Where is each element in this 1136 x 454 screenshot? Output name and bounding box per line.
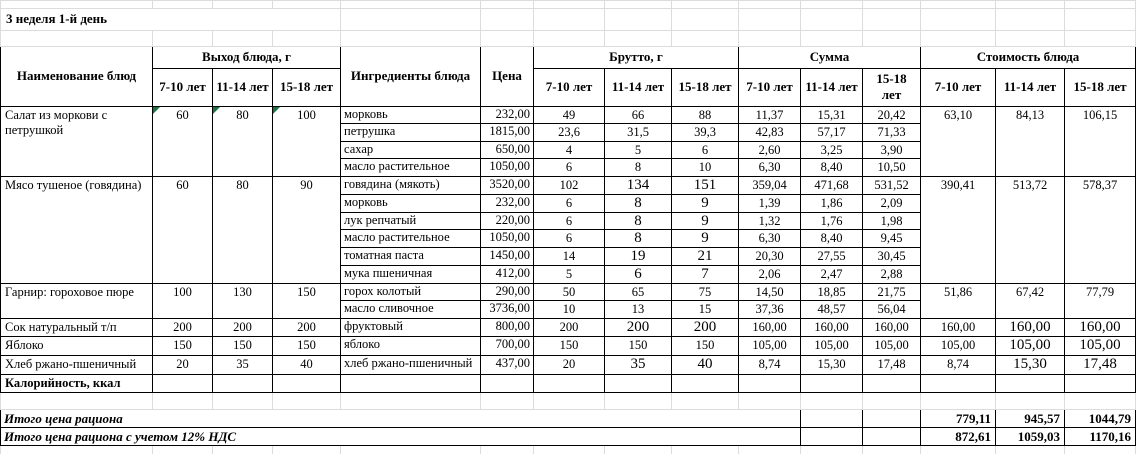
- cell-brutto[interactable]: 9: [672, 212, 739, 230]
- cell-brutto[interactable]: 7: [672, 265, 739, 283]
- header-age-col: 15-18 лет: [273, 69, 341, 107]
- cell-yield[interactable]: [273, 374, 341, 393]
- grid-cell: [739, 9, 801, 31]
- cell-sum[interactable]: 56,04: [863, 301, 921, 319]
- cell-brutto[interactable]: 6: [534, 159, 605, 177]
- grid-cell: [672, 31, 739, 47]
- cell-yield[interactable]: 60: [153, 177, 213, 284]
- formula-warning-triangle-icon: [153, 107, 160, 114]
- cell-cost[interactable]: [1065, 374, 1136, 393]
- grid-cell: [863, 1, 921, 9]
- grid-cell: [672, 9, 739, 31]
- cell-yield[interactable]: 130: [213, 283, 273, 318]
- cell-brutto[interactable]: [534, 374, 605, 393]
- cell-dish-name[interactable]: Хлеб ржано-пшеничный: [1, 356, 153, 375]
- grid-cell: [153, 1, 213, 9]
- cell-sum[interactable]: 11,37: [739, 106, 801, 124]
- cell-sum[interactable]: 1,76: [801, 212, 863, 230]
- cell-brutto[interactable]: 8: [605, 212, 672, 230]
- cell-sum[interactable]: 8,40: [801, 159, 863, 177]
- cell-price[interactable]: [481, 374, 534, 393]
- cell-ingredient[interactable]: сахар: [341, 141, 481, 159]
- cell-cost[interactable]: 17,48: [1065, 356, 1136, 375]
- cell-sum[interactable]: 14,50: [739, 283, 801, 301]
- grid-cell: [801, 9, 863, 31]
- grid-cell: [921, 9, 996, 31]
- header-age-col: 11-14 лет: [605, 69, 672, 107]
- cell-yield[interactable]: 100: [153, 283, 213, 318]
- grid-cell: [1, 446, 153, 454]
- cell-sum[interactable]: 37,36: [739, 301, 801, 319]
- grid-cell: [481, 31, 534, 47]
- grid-cell: [605, 31, 672, 47]
- total-empty-cell[interactable]: [863, 410, 921, 428]
- cell-brutto[interactable]: [672, 374, 739, 393]
- grid-cell: [672, 446, 739, 454]
- cell-brutto[interactable]: 13: [605, 301, 672, 319]
- cell-yield[interactable]: 200: [213, 318, 273, 337]
- grid-cell: [481, 9, 534, 31]
- cell-price[interactable]: 1050,00: [481, 230, 534, 248]
- cell-cost[interactable]: 63,10: [921, 106, 996, 177]
- cell-sum[interactable]: 71,33: [863, 124, 921, 142]
- grid-cell: [273, 446, 341, 454]
- cell-brutto[interactable]: 88: [672, 106, 739, 124]
- cell-cost[interactable]: 390,41: [921, 177, 996, 284]
- cell-price[interactable]: 220,00: [481, 212, 534, 230]
- cell-ingredient[interactable]: морковь: [341, 106, 481, 124]
- grid-cell: [341, 446, 481, 454]
- header-cost-group: Стоимость блюда: [921, 47, 1136, 69]
- total-value[interactable]: 779,11: [921, 410, 996, 428]
- cell-dish-name[interactable]: Яблоко: [1, 337, 153, 356]
- cell-ingredient[interactable]: морковь: [341, 194, 481, 212]
- cell-sum[interactable]: 2,88: [863, 265, 921, 283]
- cell-brutto[interactable]: 8: [605, 194, 672, 212]
- cell-yield[interactable]: 40: [273, 356, 341, 375]
- cell-brutto[interactable]: 39,3: [672, 124, 739, 142]
- cell-yield[interactable]: 200: [273, 318, 341, 337]
- cell-sum[interactable]: 105,00: [801, 337, 863, 356]
- grid-cell: [863, 393, 921, 410]
- cell-sum[interactable]: 160,00: [801, 318, 863, 337]
- cell-brutto[interactable]: 200: [534, 318, 605, 337]
- cell-price[interactable]: 232,00: [481, 194, 534, 212]
- cell-cost[interactable]: 67,42: [996, 283, 1065, 318]
- cell-sum[interactable]: [863, 374, 921, 393]
- cell-yield[interactable]: [153, 374, 213, 393]
- cell-dish-name[interactable]: Гарнир: гороховое пюре: [1, 283, 153, 318]
- grid-cell: [605, 1, 672, 9]
- header-ingredients: Ингредиенты блюда: [341, 47, 481, 107]
- cell-yield[interactable]: 100: [273, 106, 341, 177]
- cell-ingredient[interactable]: петрушка: [341, 124, 481, 142]
- cell-sum[interactable]: 1,86: [801, 194, 863, 212]
- cell-ingredient[interactable]: хлеб ржано-пшеничный: [341, 356, 481, 375]
- cell-yield[interactable]: 35: [213, 356, 273, 375]
- grid-cell: [273, 393, 341, 410]
- cell-brutto[interactable]: 6: [534, 230, 605, 248]
- grid-cell: [996, 9, 1065, 31]
- cell-price[interactable]: 437,00: [481, 356, 534, 375]
- grid-cell: [153, 446, 213, 454]
- cell-brutto[interactable]: 150: [672, 337, 739, 356]
- cell-sum[interactable]: 15,31: [801, 106, 863, 124]
- cell-brutto[interactable]: 6: [534, 194, 605, 212]
- cell-sum[interactable]: 2,47: [801, 265, 863, 283]
- cell-sum[interactable]: 57,17: [801, 124, 863, 142]
- header-age-col: 7-10 лет: [921, 69, 996, 107]
- grid-cell: [534, 31, 605, 47]
- grid-cell: [921, 393, 996, 410]
- cell-sum[interactable]: [801, 374, 863, 393]
- header-brutto-group: Брутто, г: [534, 47, 739, 69]
- header-age-col: 11-14 лет: [996, 69, 1065, 107]
- cell-ingredient[interactable]: [341, 374, 481, 393]
- cell-sum[interactable]: 48,57: [801, 301, 863, 319]
- grid-cell: [1065, 9, 1136, 31]
- cell-yield[interactable]: 90: [273, 177, 341, 284]
- total-label[interactable]: Итого цена рациона: [1, 410, 801, 428]
- cell-sum[interactable]: 3,25: [801, 141, 863, 159]
- grid-cell: [605, 393, 672, 410]
- cell-brutto[interactable]: 15: [672, 301, 739, 319]
- cell-sum[interactable]: 15,30: [801, 356, 863, 375]
- cell-sum[interactable]: 2,09: [863, 194, 921, 212]
- cell-brutto[interactable]: 40: [672, 356, 739, 375]
- grid-cell: [1, 393, 153, 410]
- cell-cost[interactable]: 160,00: [1065, 318, 1136, 337]
- cell-cost[interactable]: [996, 374, 1065, 393]
- header-age-col: 15-18 лет: [672, 69, 739, 107]
- grid-cell: [1, 31, 153, 47]
- cell-sum[interactable]: 20,42: [863, 106, 921, 124]
- total-empty-cell[interactable]: [801, 428, 863, 446]
- cell-sum[interactable]: 8,40: [801, 230, 863, 248]
- grid-cell: [213, 1, 273, 9]
- cell-sum[interactable]: 105,00: [863, 337, 921, 356]
- cell-ingredient[interactable]: яблоко: [341, 337, 481, 356]
- grid-cell: [481, 1, 534, 9]
- cell-sum[interactable]: 3,90: [863, 141, 921, 159]
- cell-sum[interactable]: 6,30: [739, 230, 801, 248]
- cell-brutto[interactable]: 4: [534, 141, 605, 159]
- cell-sum[interactable]: 531,52: [863, 177, 921, 195]
- grid-cell: [739, 31, 801, 47]
- cell-price[interactable]: 650,00: [481, 141, 534, 159]
- formula-warning-triangle-icon: [273, 107, 280, 114]
- cell-ingredient[interactable]: горох колотый: [341, 283, 481, 301]
- grid-cell: [672, 393, 739, 410]
- cell-brutto[interactable]: 31,5: [605, 124, 672, 142]
- cell-brutto[interactable]: 151: [672, 177, 739, 195]
- cell-brutto[interactable]: 10: [534, 301, 605, 319]
- grid-cell: [996, 393, 1065, 410]
- cell-price[interactable]: 800,00: [481, 318, 534, 337]
- cell-brutto[interactable]: 9: [672, 230, 739, 248]
- cell-brutto[interactable]: 5: [605, 141, 672, 159]
- cell-brutto[interactable]: 21: [672, 248, 739, 266]
- cell-sum[interactable]: 1,39: [739, 194, 801, 212]
- cell-yield[interactable]: 150: [273, 283, 341, 318]
- cell-cost[interactable]: 84,13: [996, 106, 1065, 177]
- cell-dish-name[interactable]: Салат из моркови с петрушкой: [1, 106, 153, 177]
- cell-sum[interactable]: 160,00: [863, 318, 921, 337]
- cell-yield[interactable]: [213, 374, 273, 393]
- grid-cell: [213, 31, 273, 47]
- cell-cost[interactable]: 8,74: [921, 356, 996, 375]
- cell-yield[interactable]: 200: [153, 318, 213, 337]
- cell-brutto[interactable]: 50: [534, 283, 605, 301]
- cell-sum[interactable]: 471,68: [801, 177, 863, 195]
- total-value[interactable]: 1059,03: [996, 428, 1065, 446]
- cell-dish-name[interactable]: Калорийность, ккал: [1, 374, 153, 393]
- cell-brutto[interactable]: 49: [534, 106, 605, 124]
- cell-price[interactable]: 3736,00: [481, 301, 534, 319]
- grid-cell: [273, 31, 341, 47]
- cell-brutto[interactable]: 150: [534, 337, 605, 356]
- cell-price[interactable]: 1050,00: [481, 159, 534, 177]
- grid-cell: [1065, 446, 1136, 454]
- grid-cell: [996, 31, 1065, 47]
- cell-sum[interactable]: 9,45: [863, 230, 921, 248]
- total-empty-cell[interactable]: [863, 428, 921, 446]
- cell-cost[interactable]: 160,00: [921, 318, 996, 337]
- cell-sum[interactable]: 160,00: [739, 318, 801, 337]
- cell-brutto[interactable]: 6: [534, 212, 605, 230]
- cell-brutto[interactable]: 65: [605, 283, 672, 301]
- cell-cost[interactable]: 578,37: [1065, 177, 1136, 284]
- cell-brutto[interactable]: 6: [672, 141, 739, 159]
- cell-dish-name[interactable]: Мясо тушеное (говядина): [1, 177, 153, 284]
- cell-sum[interactable]: 10,50: [863, 159, 921, 177]
- cell-brutto[interactable]: 9: [672, 194, 739, 212]
- cell-sum[interactable]: 30,45: [863, 248, 921, 266]
- total-value[interactable]: 945,57: [996, 410, 1065, 428]
- cell-sum[interactable]: 359,04: [739, 177, 801, 195]
- header-price: Цена: [481, 47, 534, 107]
- cell-sum[interactable]: 2,60: [739, 141, 801, 159]
- cell-ingredient[interactable]: томатная паста: [341, 248, 481, 266]
- cell-sum[interactable]: 27,55: [801, 248, 863, 266]
- cell-sum[interactable]: [739, 374, 801, 393]
- cell-ingredient[interactable]: масло растительное: [341, 159, 481, 177]
- cell-ingredient[interactable]: фруктовый: [341, 318, 481, 337]
- grid-cell: [672, 1, 739, 9]
- cell-price[interactable]: 700,00: [481, 337, 534, 356]
- grid-cell: [481, 393, 534, 410]
- cell-yield[interactable]: 80: [213, 177, 273, 284]
- grid-cell: [534, 9, 605, 31]
- cell-price[interactable]: 1815,00: [481, 124, 534, 142]
- grid-cell: [863, 9, 921, 31]
- total-label[interactable]: Итого цена рациона с учетом 12% НДС: [1, 428, 801, 446]
- total-value[interactable]: 872,61: [921, 428, 996, 446]
- cell-brutto[interactable]: 20: [534, 356, 605, 375]
- cell-cost[interactable]: 160,00: [996, 318, 1065, 337]
- grid-cell: [801, 393, 863, 410]
- grid-cell: [341, 31, 481, 47]
- grid-cell: [153, 31, 213, 47]
- cell-brutto[interactable]: 5: [534, 265, 605, 283]
- cell-yield[interactable]: 150: [273, 337, 341, 356]
- cell-yield[interactable]: 150: [153, 337, 213, 356]
- cell-sum[interactable]: 6,30: [739, 159, 801, 177]
- cell-dish-name[interactable]: Сок натуральный т/п: [1, 318, 153, 337]
- cell-cost[interactable]: 15,30: [996, 356, 1065, 375]
- cell-ingredient[interactable]: масло сливочное: [341, 301, 481, 319]
- cell-cost[interactable]: [921, 374, 996, 393]
- cell-price[interactable]: 3520,00: [481, 177, 534, 195]
- grid-cell: [605, 446, 672, 454]
- grid-cell: [1065, 31, 1136, 47]
- grid-cell: [921, 31, 996, 47]
- formula-warning-triangle-icon: [213, 107, 220, 114]
- cell-sum[interactable]: 1,32: [739, 212, 801, 230]
- grid-cell: [341, 9, 481, 31]
- cell-ingredient[interactable]: масло растительное: [341, 230, 481, 248]
- header-age-col: 11-14 лет: [801, 69, 863, 107]
- cell-brutto[interactable]: 102: [534, 177, 605, 195]
- cell-sum[interactable]: 17,48: [863, 356, 921, 375]
- header-age-col: 15-18 лет: [863, 69, 921, 107]
- cell-cost[interactable]: 513,72: [996, 177, 1065, 284]
- cell-brutto[interactable]: 35: [605, 356, 672, 375]
- grid-cell: [1065, 1, 1136, 9]
- grid-cell: [213, 446, 273, 454]
- cell-sum[interactable]: 2,06: [739, 265, 801, 283]
- cell-brutto[interactable]: 10: [672, 159, 739, 177]
- cell-yield[interactable]: 150: [213, 337, 273, 356]
- cell-cost[interactable]: 106,15: [1065, 106, 1136, 177]
- cell-ingredient[interactable]: говядина (мякоть): [341, 177, 481, 195]
- cell-sum[interactable]: 105,00: [739, 337, 801, 356]
- cell-brutto[interactable]: 23,6: [534, 124, 605, 142]
- header-yield-group: Выход блюда, г: [153, 47, 341, 69]
- cell-brutto[interactable]: 75: [672, 283, 739, 301]
- grid-cell: [921, 446, 996, 454]
- grid-cell: [273, 1, 341, 9]
- total-value[interactable]: 1044,79: [1065, 410, 1136, 428]
- cell-sum[interactable]: 42,83: [739, 124, 801, 142]
- cell-yield[interactable]: 60: [153, 106, 213, 177]
- grid-cell: [481, 446, 534, 454]
- grid-cell: [801, 446, 863, 454]
- cell-yield[interactable]: 80: [213, 106, 273, 177]
- cell-cost[interactable]: 77,79: [1065, 283, 1136, 318]
- cell-price[interactable]: 232,00: [481, 106, 534, 124]
- cell-sum[interactable]: 8,74: [739, 356, 801, 375]
- cell-brutto[interactable]: 6: [605, 265, 672, 283]
- grid-cell: [1, 1, 153, 9]
- cell-ingredient[interactable]: мука пшеничная: [341, 265, 481, 283]
- cell-cost[interactable]: 105,00: [1065, 337, 1136, 356]
- header-dish-name: Наименование блюд: [1, 47, 153, 107]
- cell-cost[interactable]: 105,00: [996, 337, 1065, 356]
- grid-cell: [153, 393, 213, 410]
- header-age-col: 7-10 лет: [739, 69, 801, 107]
- grid-cell: [863, 31, 921, 47]
- cell-brutto[interactable]: 134: [605, 177, 672, 195]
- grid-cell: [863, 446, 921, 454]
- cell-price[interactable]: 412,00: [481, 265, 534, 283]
- cell-cost[interactable]: 105,00: [921, 337, 996, 356]
- cell-brutto[interactable]: 14: [534, 248, 605, 266]
- grid-cell: [996, 446, 1065, 454]
- cell-brutto[interactable]: [605, 374, 672, 393]
- cell-sum[interactable]: 1,98: [863, 212, 921, 230]
- header-age-col: 7-10 лет: [153, 69, 213, 107]
- cell-cost[interactable]: 51,86: [921, 283, 996, 318]
- cell-sum[interactable]: 20,30: [739, 248, 801, 266]
- grid-cell: [341, 393, 481, 410]
- grid-cell: [534, 1, 605, 9]
- grid-cell: [341, 1, 481, 9]
- grid-cell: [1065, 393, 1136, 410]
- grid-cell: [739, 1, 801, 9]
- total-empty-cell[interactable]: [801, 410, 863, 428]
- cell-brutto[interactable]: 66: [605, 106, 672, 124]
- header-age-col: 15-18 лет: [1065, 69, 1136, 107]
- total-value[interactable]: 1170,16: [1065, 428, 1136, 446]
- cell-price[interactable]: 290,00: [481, 283, 534, 301]
- cell-yield[interactable]: 20: [153, 356, 213, 375]
- cell-brutto[interactable]: 200: [605, 318, 672, 337]
- grid-cell: [213, 393, 273, 410]
- grid-cell: [801, 1, 863, 9]
- sheet-title: 3 неделя 1-й день: [1, 9, 341, 31]
- grid-cell: [739, 446, 801, 454]
- cell-sum[interactable]: 18,85: [801, 283, 863, 301]
- grid-cell: [534, 446, 605, 454]
- header-age-col: 7-10 лет: [534, 69, 605, 107]
- cell-brutto[interactable]: 19: [605, 248, 672, 266]
- cell-sum[interactable]: 21,75: [863, 283, 921, 301]
- cell-brutto[interactable]: 150: [605, 337, 672, 356]
- cell-price[interactable]: 1450,00: [481, 248, 534, 266]
- cell-brutto[interactable]: 8: [605, 230, 672, 248]
- header-age-col: 11-14 лет: [213, 69, 273, 107]
- grid-cell: [921, 1, 996, 9]
- grid-cell: [801, 31, 863, 47]
- cell-brutto[interactable]: 200: [672, 318, 739, 337]
- cell-ingredient[interactable]: лук репчатый: [341, 212, 481, 230]
- header-sum-group: Сумма: [739, 47, 921, 69]
- grid-cell: [534, 393, 605, 410]
- cell-brutto[interactable]: 8: [605, 159, 672, 177]
- grid-cell: [739, 393, 801, 410]
- grid-cell: [996, 1, 1065, 9]
- grid-cell: [605, 9, 672, 31]
